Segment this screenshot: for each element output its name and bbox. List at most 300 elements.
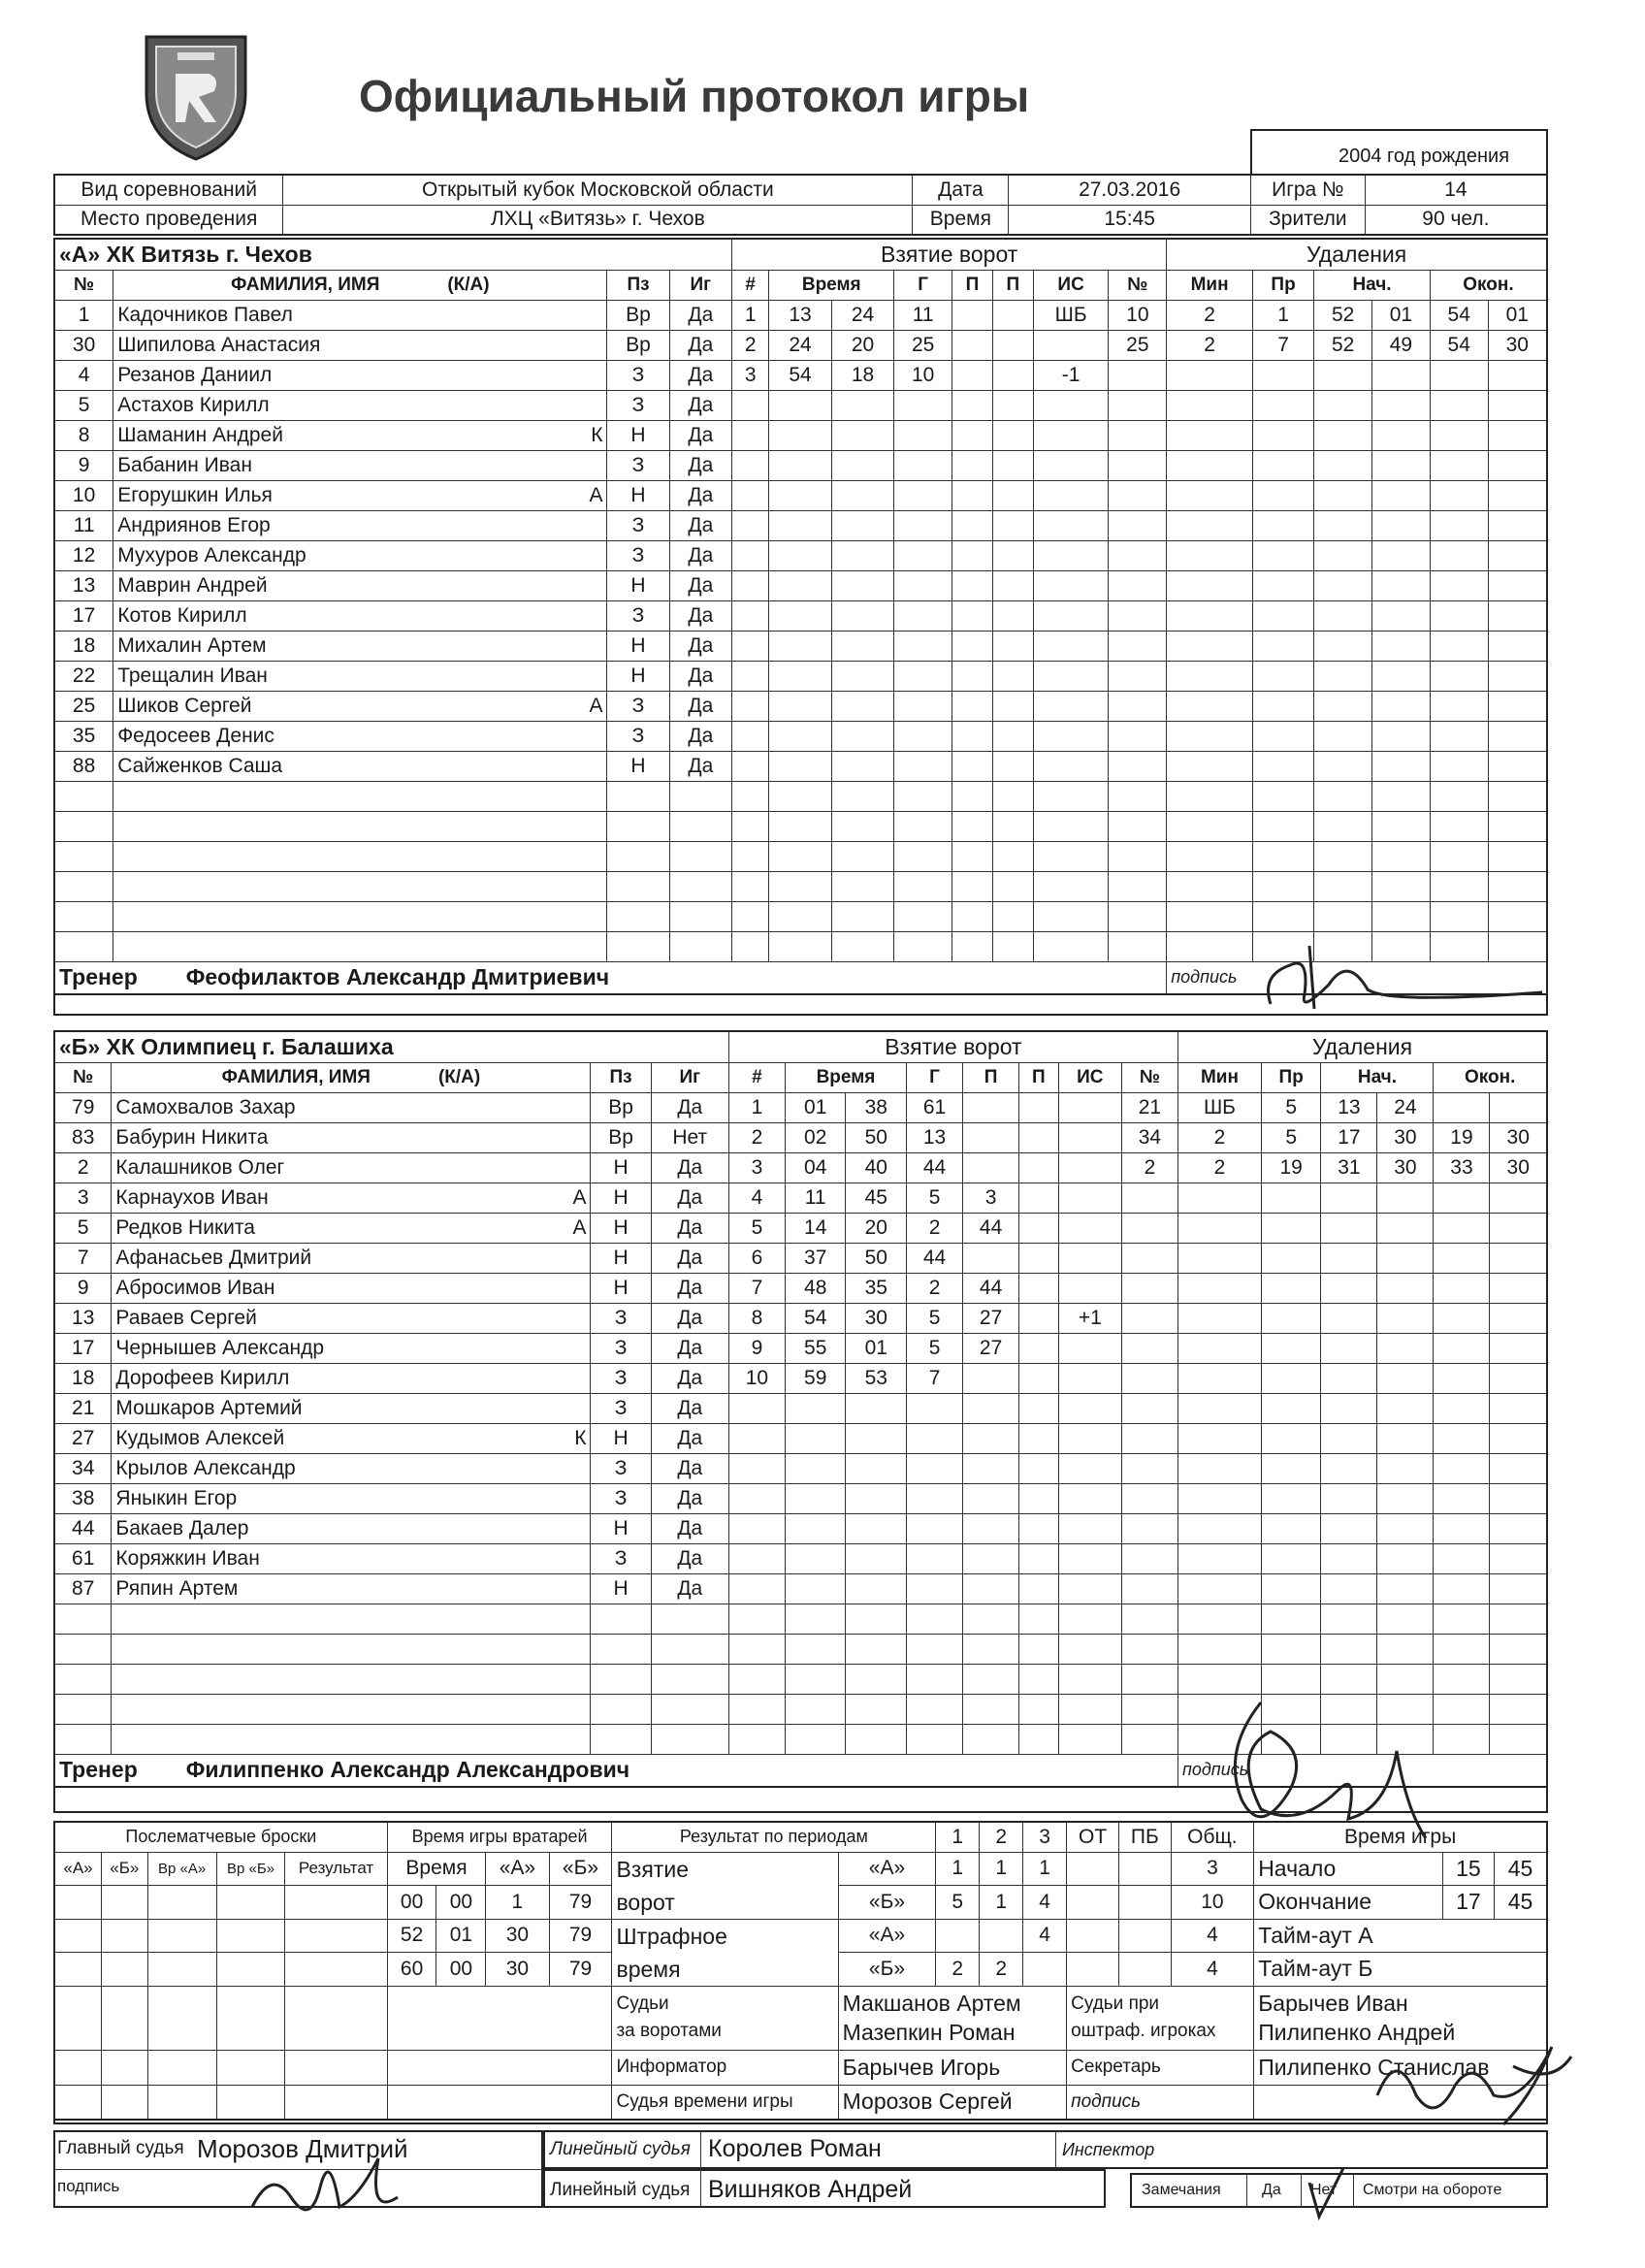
pen-start-sec xyxy=(1372,450,1431,480)
player-no xyxy=(54,1694,112,1724)
player-pos: З xyxy=(591,1333,651,1363)
goal-situation xyxy=(1033,450,1109,480)
pen-reason xyxy=(1252,781,1313,811)
player-played xyxy=(651,1724,728,1754)
player-name: Дорофеев Кирилл xyxy=(112,1363,547,1393)
player-role xyxy=(561,721,607,751)
pen-no xyxy=(1121,1183,1177,1213)
pen-no xyxy=(1109,841,1167,871)
goals-b-cell: 5 xyxy=(936,1886,980,1920)
goal-scorer xyxy=(907,1634,963,1664)
pen-min: 2 xyxy=(1177,1152,1261,1183)
player-played xyxy=(651,1604,728,1634)
goal-min: 01 xyxy=(785,1092,846,1122)
so-col-result: Результат xyxy=(285,1852,387,1886)
player-no xyxy=(54,1664,112,1694)
goal-sec: 18 xyxy=(831,360,894,390)
player-role: К xyxy=(561,420,607,450)
goal-sec xyxy=(831,811,894,841)
goals-a-cell: 1 xyxy=(936,1852,980,1886)
pen-start-min xyxy=(1314,600,1372,631)
goal-num: 4 xyxy=(728,1183,785,1213)
goal-assist-2 xyxy=(1019,1273,1059,1303)
pen-min xyxy=(1167,931,1253,961)
goal-sec xyxy=(846,1604,907,1634)
player-name: Ряпин Артем xyxy=(112,1573,547,1604)
pen-start-min xyxy=(1321,1393,1377,1423)
goal-num: 10 xyxy=(728,1363,785,1393)
pen-start-sec xyxy=(1377,1363,1434,1393)
goal-assist-2 xyxy=(1019,1122,1059,1152)
table-row xyxy=(54,450,1547,480)
goals-b-cell xyxy=(1067,1886,1119,1920)
goal-num xyxy=(728,1513,785,1543)
goal-situation xyxy=(1033,781,1109,811)
player-played: Да xyxy=(669,691,732,721)
pen-end-sec xyxy=(1488,751,1547,781)
pen-start-sec xyxy=(1377,1393,1434,1423)
secretary-label: Секретарь xyxy=(1067,2050,1254,2085)
inspector-divider xyxy=(1055,2130,1056,2169)
pen-end-min xyxy=(1430,450,1488,480)
pen-start-sec: 49 xyxy=(1372,330,1431,360)
remarks-no: Нет xyxy=(1310,2182,1338,2198)
pen-min xyxy=(1177,1423,1261,1453)
pen-no: 21 xyxy=(1121,1092,1177,1122)
goal-min xyxy=(769,390,831,420)
player-played xyxy=(651,1664,728,1694)
remarks-divider-2 xyxy=(1301,2173,1302,2208)
pen-min xyxy=(1177,1303,1261,1333)
player-role xyxy=(547,1122,591,1152)
pim-b-cell xyxy=(1119,1953,1172,1987)
pen-start-min xyxy=(1314,390,1372,420)
so-cell xyxy=(101,1886,147,1920)
goal-min: 04 xyxy=(785,1152,846,1183)
player-name xyxy=(113,841,562,871)
player-no: 35 xyxy=(54,721,113,751)
player-played: Да xyxy=(651,1393,728,1423)
goal-assist-1 xyxy=(963,1724,1019,1754)
goal-min: 02 xyxy=(785,1122,846,1152)
pen-no xyxy=(1109,631,1167,661)
pen-end-sec xyxy=(1488,841,1547,871)
goal-assist-1 xyxy=(952,480,993,510)
player-role xyxy=(547,1273,591,1303)
goal-scorer xyxy=(907,1664,963,1694)
player-played: Да xyxy=(669,420,732,450)
table-row xyxy=(54,781,1547,811)
player-no xyxy=(54,1724,112,1754)
player-no: 13 xyxy=(54,570,113,600)
informer-name: Барычев Игорь xyxy=(838,2050,1067,2085)
pen-start-sec xyxy=(1377,1543,1434,1573)
player-pos: З xyxy=(607,721,669,751)
table-row xyxy=(54,1513,1547,1543)
gk-col-time: Время xyxy=(387,1852,486,1886)
goal-min xyxy=(769,781,831,811)
goal-min xyxy=(769,931,831,961)
goal-situation xyxy=(1058,1513,1121,1543)
col-pen-end: Окон. xyxy=(1430,270,1547,300)
pen-no xyxy=(1109,871,1167,901)
player-no: 7 xyxy=(54,1243,112,1273)
player-role xyxy=(547,1152,591,1183)
goal-assist-2 xyxy=(992,600,1033,631)
pen-end-min xyxy=(1434,1483,1490,1513)
goal-assist-2 xyxy=(1019,1152,1059,1183)
goal-num xyxy=(732,721,769,751)
goals-a-cell xyxy=(1067,1852,1119,1886)
pen-no xyxy=(1121,1423,1177,1453)
pen-start-min xyxy=(1314,721,1372,751)
summary-tables xyxy=(53,1821,1548,2121)
player-no: 27 xyxy=(54,1423,112,1453)
pen-end-min xyxy=(1434,1423,1490,1453)
player-name: Шаманин Андрей xyxy=(113,420,562,450)
shootout-title: Послематчевые броски xyxy=(54,1822,387,1852)
goal-num xyxy=(732,450,769,480)
goal-min: 14 xyxy=(785,1213,846,1243)
goal-assist-1 xyxy=(963,1453,1019,1483)
player-name: Чернышев Александр xyxy=(112,1333,547,1363)
goal-situation xyxy=(1033,751,1109,781)
player-played xyxy=(669,781,732,811)
player-name: Федосеев Денис xyxy=(113,721,562,751)
pen-no xyxy=(1121,1453,1177,1483)
goal-situation xyxy=(1033,600,1109,631)
so-cell xyxy=(216,1986,285,2050)
pen-min xyxy=(1167,721,1253,751)
goal-situation xyxy=(1058,1243,1121,1273)
pim-b-cell: 4 xyxy=(1171,1953,1254,1987)
player-role xyxy=(561,450,607,480)
pen-start-min: 31 xyxy=(1321,1152,1377,1183)
player-pos: Н xyxy=(591,1183,651,1213)
pen-min xyxy=(1177,1243,1261,1273)
goal-situation xyxy=(1033,841,1109,871)
pen-no xyxy=(1121,1543,1177,1573)
player-role: К xyxy=(547,1423,591,1453)
player-played: Да xyxy=(651,1513,728,1543)
birth-year: 2004 год рождения xyxy=(1339,146,1510,167)
pen-no xyxy=(1121,1573,1177,1604)
goal-situation xyxy=(1033,480,1109,510)
goalie-time-title: Время игры вратарей xyxy=(387,1822,612,1852)
pen-start-min xyxy=(1321,1483,1377,1513)
goal-assist-1: 44 xyxy=(963,1213,1019,1243)
pen-end-sec xyxy=(1490,1573,1547,1604)
player-no: 30 xyxy=(54,330,113,360)
pen-reason xyxy=(1252,360,1313,390)
player-no: 17 xyxy=(54,600,113,631)
pen-end-min xyxy=(1430,540,1488,570)
player-no: 1 xyxy=(54,300,113,330)
pen-start-min xyxy=(1314,901,1372,931)
player-name: Михалин Артем xyxy=(113,631,562,661)
pen-start-min xyxy=(1321,1573,1377,1604)
player-role xyxy=(561,931,607,961)
col-pen-no: № xyxy=(1121,1062,1177,1092)
goal-min: 59 xyxy=(785,1363,846,1393)
goal-assist-1 xyxy=(952,390,993,420)
pen-start-sec xyxy=(1372,390,1431,420)
pen-min xyxy=(1177,1393,1261,1423)
gk-sec: 00 xyxy=(436,1953,486,1987)
pen-end-min: 54 xyxy=(1430,300,1488,330)
player-no: 18 xyxy=(54,1363,112,1393)
goal-assist-1 xyxy=(952,570,993,600)
pen-start-min xyxy=(1321,1363,1377,1393)
goal-situation xyxy=(1058,1363,1121,1393)
pen-no xyxy=(1109,570,1167,600)
pen-reason xyxy=(1252,751,1313,781)
player-played: Да xyxy=(669,751,732,781)
player-pos: Н xyxy=(607,570,669,600)
player-pos: З xyxy=(607,390,669,420)
pen-start-min xyxy=(1321,1243,1377,1273)
player-pos: Н xyxy=(591,1213,651,1243)
table-row xyxy=(54,420,1547,450)
goal-min xyxy=(785,1634,846,1664)
pen-start-min xyxy=(1314,691,1372,721)
goal-min xyxy=(769,570,831,600)
goal-assist-1 xyxy=(963,1604,1019,1634)
player-name: Трещалин Иван xyxy=(113,661,562,691)
pen-start-sec xyxy=(1372,901,1431,931)
goal-sec xyxy=(831,600,894,631)
pen-start-sec xyxy=(1377,1634,1434,1664)
so-cell xyxy=(101,1919,147,1953)
so-cell xyxy=(285,1986,387,2050)
pen-end-sec xyxy=(1488,540,1547,570)
player-played: Да xyxy=(651,1243,728,1273)
pen-end-sec xyxy=(1490,1393,1547,1423)
goal-assist-2 xyxy=(992,631,1033,661)
goals-a-cell: 1 xyxy=(980,1852,1023,1886)
table-row xyxy=(54,300,1547,330)
goal-sec xyxy=(831,931,894,961)
pen-min xyxy=(1167,480,1253,510)
pen-end-sec xyxy=(1488,420,1547,450)
goal-num: 1 xyxy=(732,300,769,330)
col-goal-scorer: Г xyxy=(894,270,952,300)
goal-min xyxy=(769,480,831,510)
player-name xyxy=(113,811,562,841)
col-goal-situation: ИС xyxy=(1058,1062,1121,1092)
player-pos: З xyxy=(591,1393,651,1423)
pen-end-sec xyxy=(1488,691,1547,721)
goal-assist-1 xyxy=(952,450,993,480)
pen-start-sec xyxy=(1372,600,1431,631)
goal-sec xyxy=(831,841,894,871)
player-name xyxy=(113,871,562,901)
pen-start-sec xyxy=(1377,1453,1434,1483)
goal-num xyxy=(732,570,769,600)
secretary-signature-label: подпись xyxy=(1067,2085,1254,2120)
player-played: Да xyxy=(651,1573,728,1604)
player-name xyxy=(112,1634,547,1664)
table-row xyxy=(54,1393,1547,1423)
pen-no xyxy=(1121,1333,1177,1363)
player-role: А xyxy=(547,1183,591,1213)
goal-sec xyxy=(846,1573,907,1604)
goal-min xyxy=(785,1664,846,1694)
so-cell xyxy=(216,1886,285,1920)
pen-end-sec: 30 xyxy=(1490,1152,1547,1183)
pen-no xyxy=(1121,1273,1177,1303)
period-shootout: ПБ xyxy=(1119,1822,1172,1852)
pen-reason xyxy=(1261,1604,1320,1634)
pen-start-sec xyxy=(1372,420,1431,450)
goal-sec: 50 xyxy=(846,1122,907,1152)
pen-start-min: 52 xyxy=(1314,300,1372,330)
periods-title: Результат по периодам xyxy=(612,1822,936,1852)
pen-no xyxy=(1121,1393,1177,1423)
goal-sec xyxy=(831,480,894,510)
pen-start-min: 52 xyxy=(1314,330,1372,360)
time-value: 15:45 xyxy=(1009,205,1251,235)
player-pos: Н xyxy=(591,1513,651,1543)
player-role xyxy=(561,300,607,330)
goal-assist-2 xyxy=(1019,1423,1059,1453)
pen-min xyxy=(1177,1273,1261,1303)
goal-situation xyxy=(1033,390,1109,420)
pen-end-min xyxy=(1430,600,1488,631)
goal-num xyxy=(732,751,769,781)
goal-num xyxy=(728,1543,785,1573)
goal-sec: 40 xyxy=(846,1152,907,1183)
player-no: 79 xyxy=(54,1092,112,1122)
goal-min: 54 xyxy=(785,1303,846,1333)
goals-section-title: Взятие ворот xyxy=(732,239,1167,270)
pen-min: 2 xyxy=(1177,1122,1261,1152)
pen-end-sec xyxy=(1490,1483,1547,1513)
so-cell xyxy=(101,2050,147,2085)
table-row xyxy=(54,1573,1547,1604)
table-row xyxy=(54,1664,1547,1694)
col-name: ФАМИЛИЯ, ИМЯ (К/А) xyxy=(113,270,607,300)
pim-a-cell xyxy=(980,1919,1023,1953)
team_b-roster-table xyxy=(53,1030,1548,1788)
pen-start-min xyxy=(1314,661,1372,691)
goal-assist-2 xyxy=(1019,1543,1059,1573)
pen-min xyxy=(1167,390,1253,420)
pen-end-sec xyxy=(1488,480,1547,510)
informer-label: Информатор xyxy=(612,2050,838,2085)
pen-reason xyxy=(1261,1183,1320,1213)
pen-min xyxy=(1177,1664,1261,1694)
goal-scorer xyxy=(894,901,952,931)
col-assist-1: П xyxy=(963,1062,1019,1092)
goals-a-cell: 3 xyxy=(1171,1852,1254,1886)
goal-assist-1 xyxy=(952,871,993,901)
pen-end-sec xyxy=(1490,1634,1547,1664)
goal-assist-2 xyxy=(992,360,1033,390)
pen-start-sec xyxy=(1372,811,1431,841)
pen-start-sec xyxy=(1372,480,1431,510)
player-name: Астахов Кирилл xyxy=(113,390,562,420)
player-pos xyxy=(607,841,669,871)
goal-assist-1 xyxy=(952,931,993,961)
goal-assist-2 xyxy=(992,540,1033,570)
goal-min: 48 xyxy=(785,1273,846,1303)
goal-sec xyxy=(831,781,894,811)
player-played: Да xyxy=(669,600,732,631)
pen-end-sec xyxy=(1488,721,1547,751)
goal-assist-2 xyxy=(992,841,1033,871)
goals-a-cell: 1 xyxy=(1023,1852,1067,1886)
goal-judges-label: Судьи за воротами xyxy=(612,1986,838,2050)
coach-signature-label: подпись xyxy=(1177,1754,1547,1787)
pen-reason xyxy=(1252,540,1313,570)
player-role xyxy=(561,811,607,841)
goal-num xyxy=(732,631,769,661)
pen-start-min xyxy=(1314,631,1372,661)
player-pos: З xyxy=(607,691,669,721)
pen-start-sec xyxy=(1377,1243,1434,1273)
goal-situation xyxy=(1033,661,1109,691)
pen-end-min xyxy=(1430,390,1488,420)
goal-min xyxy=(769,631,831,661)
goal-sec: 24 xyxy=(831,300,894,330)
pen-start-min xyxy=(1314,841,1372,871)
secretary-signature xyxy=(1358,2027,1581,2134)
goal-situation xyxy=(1058,1183,1121,1213)
goal-scorer xyxy=(907,1393,963,1423)
goal-min xyxy=(785,1604,846,1634)
col-goal-num: # xyxy=(728,1062,785,1092)
pen-reason xyxy=(1261,1453,1320,1483)
goal-num xyxy=(732,811,769,841)
player-name xyxy=(112,1724,547,1754)
goal-situation xyxy=(1033,420,1109,450)
player-role: А xyxy=(561,480,607,510)
pen-no xyxy=(1109,480,1167,510)
goal-min xyxy=(769,721,831,751)
goal-num xyxy=(732,661,769,691)
goal-sec: 01 xyxy=(846,1333,907,1363)
player-name: Самохвалов Захар xyxy=(112,1092,547,1122)
goal-assist-2 xyxy=(1019,1333,1059,1363)
goals-team-a: «А» xyxy=(838,1852,936,1886)
gk-b: 79 xyxy=(549,1886,612,1920)
pen-end-min xyxy=(1434,1303,1490,1333)
player-role xyxy=(547,1333,591,1363)
player-name: Абросимов Иван xyxy=(112,1273,547,1303)
goal-assist-1 xyxy=(963,1513,1019,1543)
pen-start-min xyxy=(1321,1664,1377,1694)
goal-assist-2 xyxy=(992,781,1033,811)
table-row xyxy=(54,691,1547,721)
player-pos: Н xyxy=(607,420,669,450)
goal-scorer xyxy=(894,781,952,811)
pen-reason xyxy=(1261,1513,1320,1543)
pen-end-min xyxy=(1430,781,1488,811)
pen-min xyxy=(1167,781,1253,811)
player-role xyxy=(547,1092,591,1122)
coach-signature-label: подпись xyxy=(1167,961,1547,994)
period-3: 3 xyxy=(1023,1822,1067,1852)
goal-sec xyxy=(846,1393,907,1423)
goal-min xyxy=(785,1453,846,1483)
pen-start-min xyxy=(1314,420,1372,450)
player-pos xyxy=(591,1694,651,1724)
remarks-see-back: Смотри на обороте xyxy=(1363,2182,1502,2198)
pen-no xyxy=(1121,1513,1177,1543)
gk-a: 30 xyxy=(486,1953,549,1987)
goal-situation xyxy=(1033,901,1109,931)
